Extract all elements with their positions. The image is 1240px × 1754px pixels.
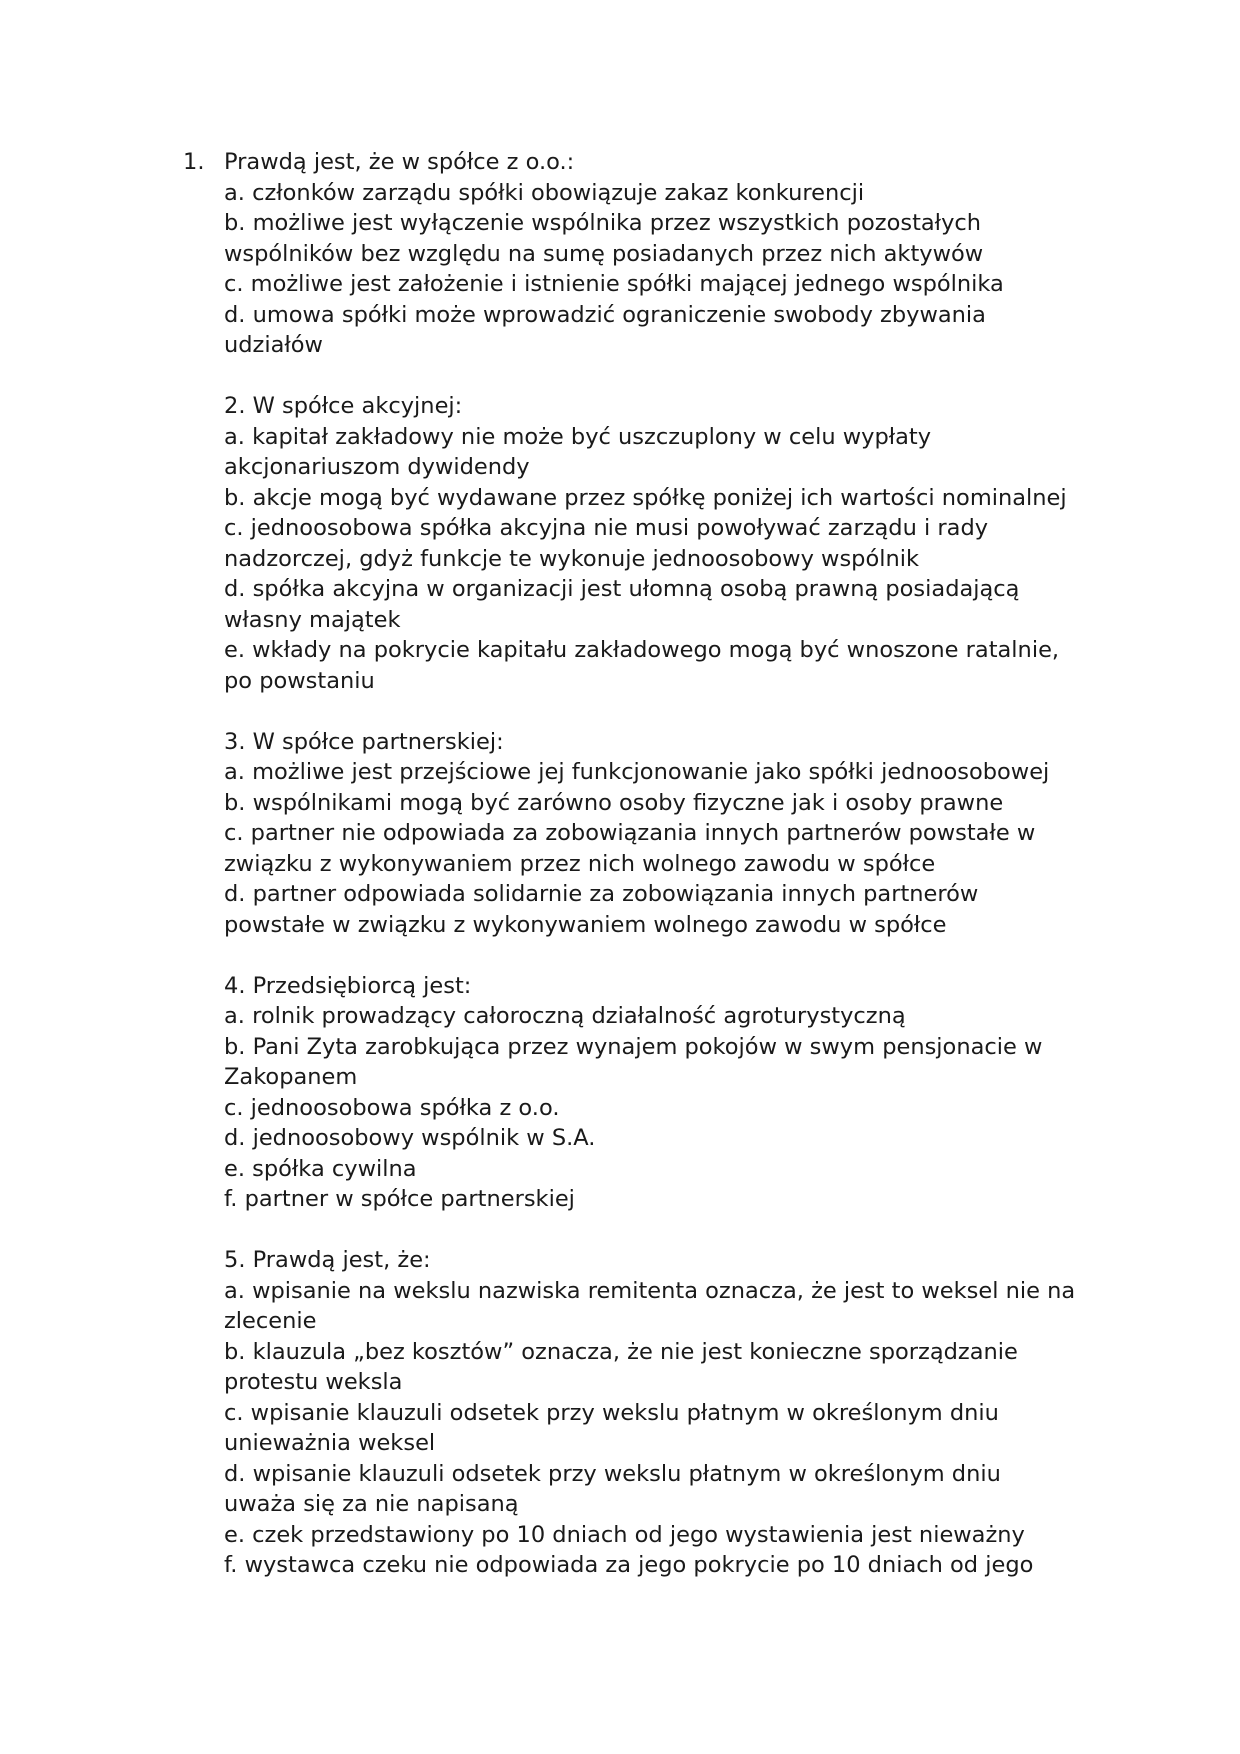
answer-line: d. umowa spółki może wprowadzić ograniczenie swobody zbywania — [224, 301, 986, 328]
answer-line: d. partner odpowiada solidarnie za zobowiązania innych partnerów — [224, 881, 979, 907]
question-5 — [183, 1245, 1103, 1581]
question-2 — [183, 391, 1103, 696]
question-title: 3. W spółce partnerskiej: — [224, 728, 504, 755]
answer-line: po powstaniu — [224, 667, 375, 694]
answer-line: własny majątek — [224, 606, 401, 633]
answer-line: unieważnia weksel — [224, 1430, 436, 1456]
answer-line: protestu weksla — [224, 1369, 403, 1395]
answer-line: d. wpisanie klauzuli odsetek przy wekslu płatnym w określonym dniu — [224, 1460, 1001, 1487]
answer-line: c. jednoosobowa spółka akcyjna nie musi powoływać zarządu i rady — [224, 515, 989, 541]
answer-line: c. jednoosobowa spółka z o.o. — [224, 1094, 560, 1121]
answer-line: e. wkłady na pokrycie kapitału zakładowego mogą być wnoszone ratalnie, — [224, 637, 1060, 663]
answer-line: c. partner nie odpowiada za zobowiązania innych partnerów powstałe w — [224, 820, 1036, 846]
answer-line: e. spółka cywilna — [224, 1155, 417, 1182]
question-number: 1. — [183, 149, 205, 175]
answer-line: b. Pani Zyta zarobkująca przez wynajem pokojów w swym pensjonacie w — [224, 1033, 1043, 1060]
question-1 — [183, 147, 1103, 361]
answer-line: a. członków zarządu spółki obowiązuje zakaz konkurencji — [224, 179, 865, 206]
question-3 — [183, 727, 1103, 941]
question-title: 2. W spółce akcyjnej: — [224, 393, 463, 419]
answer-line: Zakopanem — [224, 1064, 358, 1090]
answer-line: a. możliwe jest przejściowe jej funkcjonowanie jako spółki jednoosobowej — [224, 759, 1050, 785]
question-title: Prawdą jest, że w spółce z o.o.: — [224, 149, 575, 175]
answer-line: b. akcje mogą być wydawane przez spółkę poniżej ich wartości nominalnej — [224, 484, 1067, 511]
answer-line: b. klauzula „bez kosztów” oznacza, że nie jest konieczne sporządzanie — [224, 1338, 1018, 1365]
answer-line: c. możliwe jest założenie i istnienie spółki mającej jednego wspólnika — [224, 271, 1004, 297]
document-content — [183, 147, 1103, 1581]
answer-line: b. wspólnikami mogą być zarówno osoby fizyczne jak i osoby prawne — [224, 789, 1004, 816]
question-title: 4. Przedsiębiorcą jest: — [224, 972, 472, 999]
answer-line: f. partner w spółce partnerskiej — [224, 1186, 575, 1212]
question-title: 5. Prawdą jest, że: — [224, 1247, 431, 1273]
answer-line: e. czek przedstawiony po 10 dniach od jego wystawienia jest nieważny — [224, 1521, 1025, 1548]
answer-line: f. wystawca czeku nie odpowiada za jego pokrycie po 10 dniach od jego — [224, 1552, 1034, 1578]
answer-line: a. kapitał zakładowy nie może być uszczuplony w celu wypłaty — [224, 423, 932, 450]
answer-line: c. wpisanie klauzuli odsetek przy wekslu płatnym w określonym dniu — [224, 1399, 999, 1426]
answer-line: zlecenie — [224, 1308, 317, 1334]
answer-line: b. możliwe jest wyłączenie wspólnika przez wszystkich pozostałych — [224, 210, 982, 236]
question-4 — [183, 971, 1103, 1215]
answer-line: akcjonariuszom dywidendy — [224, 454, 530, 480]
answer-line: powstałe w związku z wykonywaniem wolnego zawodu w spółce — [224, 911, 947, 938]
answer-line: uważa się za nie napisaną — [224, 1491, 519, 1517]
answer-line: a. rolnik prowadzący całoroczną działalność agroturystyczną — [224, 1003, 906, 1029]
answer-line: związku z wykonywaniem przez nich wolnego zawodu w spółce — [224, 850, 936, 877]
answer-line: a. wpisanie na wekslu nazwiska remitenta oznacza, że jest to weksel nie na — [224, 1277, 1076, 1304]
answer-line: nadzorczej, gdyż funkcje te wykonuje jednoosobowy wspólnik — [224, 545, 920, 572]
answer-line: udziałów — [224, 332, 323, 358]
answer-line: d. spółka akcyjna w organizacji jest ułomną osobą prawną posiadającą — [224, 576, 1020, 602]
answer-line: wspólników bez względu na sumę posiadanych przez nich aktywów — [224, 240, 984, 267]
answer-line: d. jednoosobowy wspólnik w S.A. — [224, 1125, 596, 1151]
